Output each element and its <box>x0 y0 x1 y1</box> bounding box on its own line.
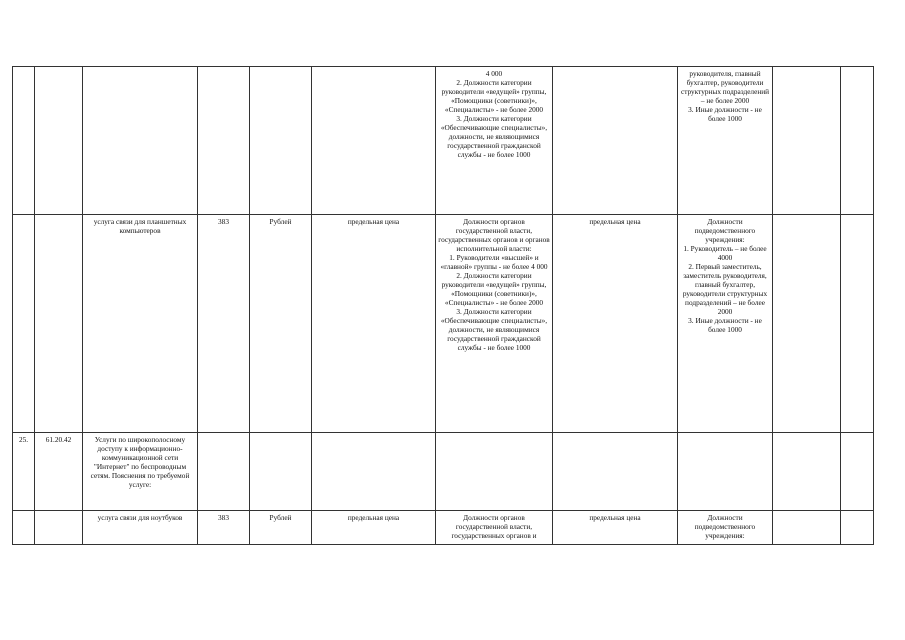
cell-characteristic-value: Должности органов государственной власти, государственных органов и <box>436 511 553 545</box>
cell-number <box>13 511 35 545</box>
cell-extra-2 <box>841 215 874 433</box>
cell-extra-2 <box>841 67 874 215</box>
cell-unit-code <box>198 433 250 511</box>
cell-characteristic-type <box>312 67 436 215</box>
cell-unit-code: 383 <box>198 215 250 433</box>
table-row <box>13 215 874 433</box>
cell-name: услуга связи для планшетных компьютеров <box>83 215 198 433</box>
cell-unit-code: 383 <box>198 511 250 545</box>
cell-unit-name <box>250 433 312 511</box>
table-row <box>13 511 874 545</box>
cell-unit-name: Рублей <box>250 215 312 433</box>
cell-characteristic-type-2 <box>553 433 678 511</box>
cell-number <box>13 67 35 215</box>
cell-characteristic-type-2 <box>553 67 678 215</box>
cell-name: услуга связи для ноутбуков <box>83 511 198 545</box>
cell-characteristic-value-2: Должности подведомственного учреждения: <box>678 511 773 545</box>
cell-code <box>35 67 83 215</box>
cell-code <box>35 511 83 545</box>
cell-characteristic-type: предельная цена <box>312 511 436 545</box>
cell-extra-1 <box>773 511 841 545</box>
cell-characteristic-type: предельная цена <box>312 215 436 433</box>
cell-name <box>83 67 198 215</box>
table-row <box>13 433 874 511</box>
cell-characteristic-type <box>312 433 436 511</box>
cell-code: 61.20.42 <box>35 433 83 511</box>
table-row <box>13 67 874 215</box>
cell-extra-2 <box>841 433 874 511</box>
requirements-table <box>12 66 874 545</box>
cell-unit-name <box>250 67 312 215</box>
cell-extra-2 <box>841 511 874 545</box>
cell-extra-1 <box>773 67 841 215</box>
cell-number: 25. <box>13 433 35 511</box>
cell-characteristic-value-2: Должности подведомственного учреждения: 1. Руководитель – не более 4000 2. Первый заместитель, заместитель руководителя, главный бухгалтер, руководители структурных подразделений – не более 2000 3. Иные должности - не более 1000 <box>678 215 773 433</box>
cell-name: Услуги по широкополосному доступу к информационно-коммуникационной сети "Интернет" по беспроводным сетям. Пояснения по требуемой услуге: <box>83 433 198 511</box>
cell-unit-name: Рублей <box>250 511 312 545</box>
cell-unit-code <box>198 67 250 215</box>
cell-characteristic-value: Должности органов государственной власти, государственных органов и органов исполнительной власти: 1. Руководители «высшей» и «главной» группы - не более 4 000 2. Должности категории руководители «ведущей» группы, «Помощники (советники)», «Специалисты» - не более 2000 3. Должности категории «Обеспечивающие специалисты», должности, не являющимися государственной гражданской службы - не более 1000 <box>436 215 553 433</box>
cell-characteristic-type-2: предельная цена <box>553 215 678 433</box>
cell-characteristic-value <box>436 433 553 511</box>
cell-extra-1 <box>773 215 841 433</box>
cell-number <box>13 215 35 433</box>
cell-characteristic-value-2: руководителя, главный бухгалтер, руководители структурных подразделений – не более 2000 3. Иные должности - не более 1000 <box>678 67 773 215</box>
cell-extra-1 <box>773 433 841 511</box>
cell-characteristic-type-2: предельная цена <box>553 511 678 545</box>
cell-characteristic-value: 4 000 2. Должности категории руководители «ведущей» группы, «Помощники (советники)», «Специалисты» - не более 2000 3. Должности категории «Обеспечивающие специалисты», должности, не являющимися государственной гражданской службы - не более 1000 <box>436 67 553 215</box>
cell-code <box>35 215 83 433</box>
cell-characteristic-value-2 <box>678 433 773 511</box>
